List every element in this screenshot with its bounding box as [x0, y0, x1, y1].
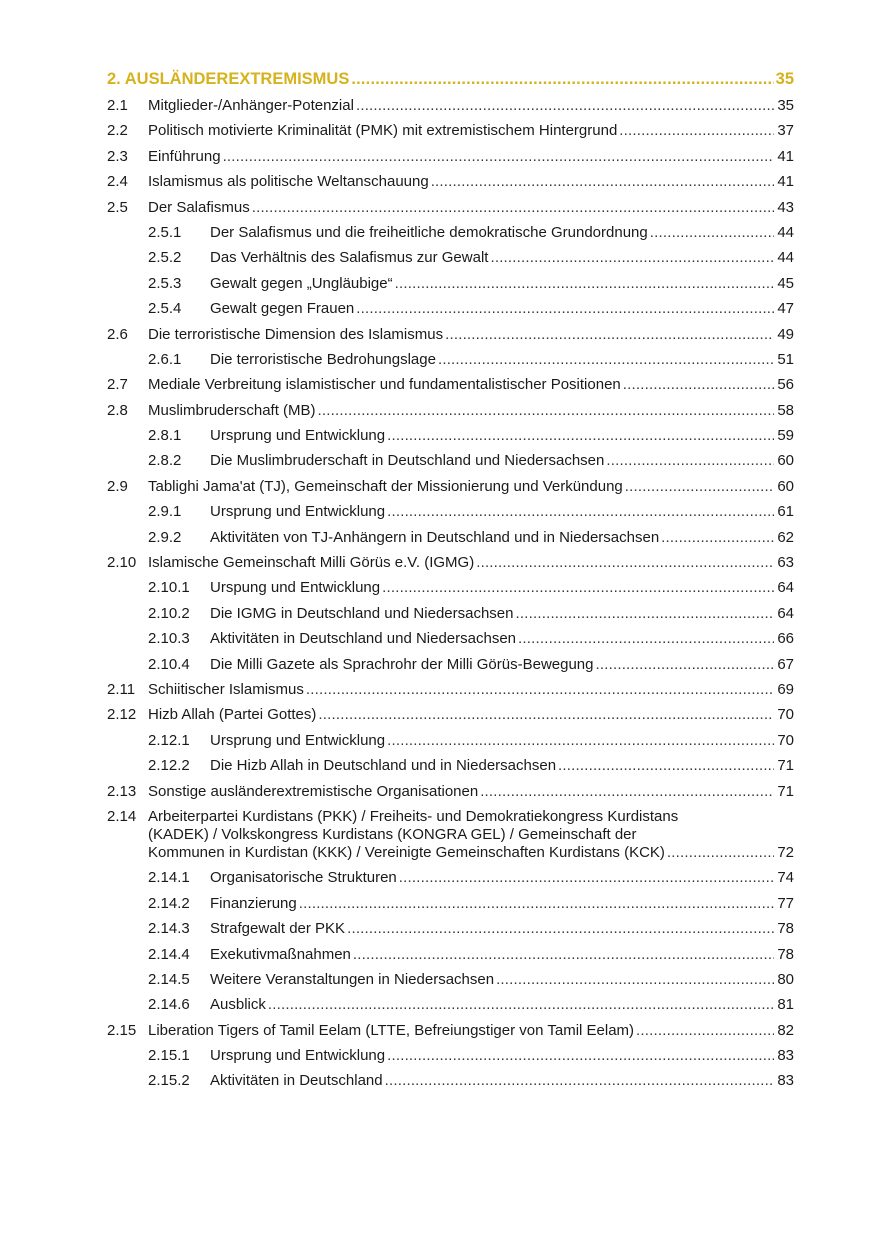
entry-page-number: 59: [777, 427, 794, 445]
entry-page-number: 71: [777, 757, 794, 775]
toc-entry[interactable]: [107, 148, 794, 166]
entry-title: Strafgewalt der PKK: [210, 920, 346, 938]
dot-leader: [347, 920, 774, 938]
toc-entry[interactable]: [107, 376, 794, 394]
dot-leader: [356, 300, 774, 318]
toc-entry[interactable]: [107, 579, 794, 597]
toc-entry[interactable]: [107, 1022, 794, 1040]
toc-entry[interactable]: [107, 732, 794, 750]
toc-entry[interactable]: [107, 808, 794, 862]
entry-number: 2.15.2: [148, 1072, 190, 1090]
entry-title: Muslimbruderschaft (MB): [148, 401, 316, 419]
toc-entry[interactable]: [107, 996, 794, 1014]
chapter-heading[interactable]: [107, 70, 794, 94]
entry-title-line: Kommunen in Kurdistan (KKK) / Vereinigte Gemeinschaften Kurdistans (KCK): [148, 843, 665, 861]
entry-number: 2.10.2: [148, 604, 190, 622]
entry-page-number: 41: [777, 147, 794, 165]
entry-title: Der Salafismus und die freiheitliche demokratische Grundordnung: [210, 223, 648, 241]
toc-entry[interactable]: [107, 706, 794, 724]
toc-entry[interactable]: [107, 199, 794, 217]
dot-leader: [636, 1022, 774, 1040]
entry-title: Organisatorische Strukturen: [210, 869, 397, 887]
toc-entry[interactable]: [107, 869, 794, 887]
dot-leader: [306, 681, 774, 699]
entry-page-number: 83: [777, 1047, 794, 1065]
entry-number: 2.9.1: [148, 503, 182, 521]
entry-number: 2.12.1: [148, 731, 190, 749]
entry-page-number: 43: [777, 198, 794, 216]
entry-number: 2.8.2: [148, 452, 182, 470]
toc-entry[interactable]: [107, 529, 794, 547]
entry-title-line: Arbeiterpartei Kurdistans (PKK) / Freiheits- und Demokratiekongress Kurdistans: [148, 807, 679, 825]
dot-leader: [387, 732, 774, 750]
dot-leader: [399, 869, 774, 887]
dot-leader: [490, 249, 774, 267]
entry-number: 2.10.4: [148, 655, 190, 673]
entry-page-number: 56: [777, 376, 794, 394]
entry-page-number: 47: [777, 300, 794, 318]
entry-page-number: 60: [777, 477, 794, 495]
entry-number: 2.9.2: [148, 528, 182, 546]
entry-page-number: 64: [777, 604, 794, 622]
dot-leader: [387, 1047, 774, 1065]
dot-leader: [387, 503, 774, 521]
entry-number: 2.3: [107, 147, 128, 165]
dot-leader: [387, 427, 774, 445]
entry-page-number: 45: [777, 274, 794, 292]
entry-title: Islamismus als politische Weltanschauung: [148, 173, 429, 191]
entry-page-number: 71: [777, 782, 794, 800]
entry-number: 2.14.2: [148, 894, 190, 912]
toc-entry[interactable]: [107, 630, 794, 648]
entry-title: Aktivitäten in Deutschland: [210, 1072, 383, 1090]
dot-leader: [619, 122, 774, 140]
entry-page-number: 64: [777, 579, 794, 597]
entry-title: Ausblick: [210, 996, 266, 1014]
toc-entry[interactable]: [107, 300, 794, 318]
entry-title: Die Hizb Allah in Deutschland und in Niedersachsen: [210, 757, 557, 775]
chapter-page-number: 35: [775, 70, 794, 88]
entry-page-number: 78: [777, 920, 794, 938]
entry-title: Islamische Gemeinschaft Milli Görüs e.V. (IGMG): [148, 554, 475, 572]
entry-page-number: 44: [777, 249, 794, 267]
entry-title: Tablighi Jama'at (TJ), Gemeinschaft der Missionierung und Verkündung: [148, 477, 623, 495]
toc-entry[interactable]: [107, 920, 794, 938]
entry-page-number: 58: [777, 401, 794, 419]
entry-number: 2.14.4: [148, 945, 190, 963]
entry-number: 2.1: [107, 97, 128, 114]
entry-number: 2.15.1: [148, 1047, 190, 1065]
toc-entry[interactable]: [107, 97, 794, 115]
entry-page-number: 72: [777, 843, 794, 861]
entry-page-number: 70: [777, 706, 794, 724]
entry-title: Gewalt gegen Frauen: [210, 300, 355, 318]
chapter-title: 2. AUSLÄNDEREXTREMISMUS: [107, 70, 350, 88]
entry-number: 2.15: [107, 1021, 137, 1039]
entry-number: 2.10: [107, 554, 137, 572]
entry-number: 2.8: [107, 401, 128, 419]
entry-title: Der Salafismus: [148, 198, 250, 216]
entry-title: Gewalt gegen „Ungläubige“: [210, 274, 393, 292]
dot-leader: [438, 351, 774, 369]
entry-page-number: 66: [777, 630, 794, 648]
entry-number: 2.2: [107, 122, 128, 140]
toc-entry[interactable]: [107, 605, 794, 623]
entry-title: Aktivitäten in Deutschland und Niedersachsen: [210, 630, 517, 648]
dot-leader: [268, 996, 774, 1014]
dot-leader: [223, 148, 774, 166]
toc-entry[interactable]: [107, 895, 794, 913]
entry-number: 2.11: [107, 680, 136, 698]
entry-title: Die IGMG in Deutschland und Niedersachsen: [210, 604, 514, 622]
toc-entry[interactable]: [107, 554, 794, 572]
entry-title: Hizb Allah (Partei Gottes): [148, 706, 317, 724]
entry-number: 2.5: [107, 198, 128, 216]
entry-page-number: 69: [777, 680, 794, 698]
entry-number: 2.14.3: [148, 920, 190, 938]
entry-page-number: 37: [777, 122, 794, 140]
toc-entry[interactable]: [107, 1047, 794, 1065]
dot-leader: [625, 478, 774, 496]
dot-leader: [518, 630, 774, 648]
entry-page-number: 63: [777, 554, 794, 572]
entry-number: 2.9: [107, 477, 128, 495]
dot-leader: [353, 946, 774, 964]
toc-entry[interactable]: [107, 971, 794, 989]
entry-number: 2.14.6: [148, 996, 190, 1014]
entry-page-number: 81: [777, 996, 794, 1014]
toc-entry[interactable]: [107, 351, 794, 369]
dot-leader: [356, 97, 774, 115]
dot-leader: [661, 529, 774, 547]
entry-number: 2.6.1: [148, 350, 182, 368]
entry-title: Ursprung und Entwicklung: [210, 427, 386, 445]
toc-entry[interactable]: [107, 503, 794, 521]
dot-leader: [650, 224, 774, 242]
dot-leader: [496, 971, 774, 989]
toc-entry[interactable]: [107, 757, 794, 775]
entry-page-number: 35: [777, 97, 794, 114]
dot-leader: [318, 402, 774, 420]
entry-title: Mediale Verbreitung islamistischer und fundamentalistischer Positionen: [148, 376, 621, 394]
entry-page-number: 44: [777, 223, 794, 241]
toc-entry[interactable]: [107, 656, 794, 674]
entry-number: 2.8.1: [148, 427, 182, 445]
toc-entry[interactable]: [107, 946, 794, 964]
entry-title: Politisch motivierte Kriminalität (PMK) mit extremistischem Hintergrund: [148, 122, 618, 140]
entry-number: 2.5.2: [148, 249, 182, 267]
table-of-contents: [107, 70, 794, 1098]
entry-title: Sonstige ausländerextremistische Organisationen: [148, 782, 479, 800]
entry-title-line: (KADEK) / Volkskongress Kurdistans (KONGRA GEL) / Gemeinschaft der: [148, 825, 637, 843]
entry-title: Schiitischer Islamismus: [148, 680, 304, 698]
entry-page-number: 77: [777, 894, 794, 912]
dot-leader: [445, 326, 774, 344]
entry-number: 2.14.5: [148, 970, 190, 988]
dot-leader: [516, 605, 775, 623]
toc-entry[interactable]: [107, 1072, 794, 1090]
entry-number: 2.6: [107, 325, 128, 343]
toc-entry[interactable]: [107, 402, 794, 420]
entry-page-number: 62: [777, 528, 794, 546]
toc-entry[interactable]: [107, 326, 794, 344]
dot-leader: [252, 199, 774, 217]
entry-title: Liberation Tigers of Tamil Eelam (LTTE, Befreiungstiger von Tamil Eelam): [148, 1021, 635, 1039]
entry-title: Die terroristische Dimension des Islamismus: [148, 325, 444, 343]
entry-number: 2.5.4: [148, 300, 182, 318]
entry-title: Die Milli Gazete als Sprachrohr der Milli Görüs-Bewegung: [210, 655, 594, 673]
entry-number: 2.10.3: [148, 630, 190, 648]
dot-leader: [558, 757, 774, 775]
dot-leader: [431, 173, 774, 191]
dot-leader: [667, 844, 774, 862]
toc-entry[interactable]: [107, 249, 794, 267]
entry-page-number: 74: [777, 869, 794, 887]
toc-entry[interactable]: [107, 783, 794, 801]
entry-title: Exekutivmaßnahmen: [210, 945, 351, 963]
entry-number: 2.10.1: [148, 579, 190, 597]
toc-entry[interactable]: [107, 452, 794, 470]
dot-leader: [606, 452, 774, 470]
entry-title: Ursprung und Entwicklung: [210, 503, 386, 521]
entry-number: 2.5.3: [148, 274, 182, 292]
toc-entry[interactable]: [107, 275, 794, 293]
dot-leader: [623, 376, 774, 394]
dot-leader: [595, 656, 774, 674]
entry-page-number: 49: [777, 325, 794, 343]
entry-title: Aktivitäten von TJ-Anhängern in Deutschland und in Niedersachsen: [210, 528, 660, 546]
dot-leader: [382, 579, 774, 597]
toc-entry[interactable]: [107, 173, 794, 191]
entry-page-number: 82: [777, 1021, 794, 1039]
toc-entry[interactable]: [107, 224, 794, 242]
entry-title: Ursprung und Entwicklung: [210, 731, 386, 749]
entry-page-number: 60: [777, 452, 794, 470]
entry-page-number: 41: [777, 173, 794, 191]
toc-entry[interactable]: [107, 427, 794, 445]
dot-leader: [480, 783, 774, 801]
entry-number: 2.14.1: [148, 869, 190, 887]
entry-title: Einführung: [148, 147, 221, 165]
entry-page-number: 80: [777, 970, 794, 988]
entry-title: Das Verhältnis des Salafismus zur Gewalt: [210, 249, 489, 267]
toc-entry[interactable]: [107, 681, 794, 699]
dot-leader: [395, 275, 774, 293]
entry-page-number: 51: [777, 350, 794, 368]
entry-page-number: 78: [777, 945, 794, 963]
entry-title: Weitere Veranstaltungen in Niedersachsen: [210, 970, 495, 988]
dot-leader: [351, 70, 773, 89]
dot-leader: [318, 706, 774, 724]
entry-number: 2.13: [107, 782, 137, 800]
dot-leader: [476, 554, 774, 572]
entry-number: 2.12: [107, 706, 137, 724]
entry-title: Die Muslimbruderschaft in Deutschland und Niedersachsen: [210, 452, 605, 470]
entry-number: 2.12.2: [148, 757, 190, 775]
entry-page-number: 83: [777, 1072, 794, 1090]
toc-entries: [107, 97, 794, 1090]
entry-page-number: 70: [777, 731, 794, 749]
entry-number: 2.4: [107, 173, 128, 191]
entry-number: 2.7: [107, 376, 128, 394]
dot-leader: [385, 1072, 774, 1090]
entry-title: Urspung und Entwicklung: [210, 579, 381, 597]
entry-title: Ursprung und Entwicklung: [210, 1047, 386, 1065]
entry-number: 2.14: [107, 807, 137, 825]
entry-page-number: 61: [777, 503, 794, 521]
dot-leader: [299, 895, 774, 913]
entry-title: Finanzierung: [210, 894, 297, 912]
toc-entry[interactable]: [107, 478, 794, 496]
toc-entry[interactable]: [107, 122, 794, 140]
entry-title: Mitglieder-/Anhänger-Potenzial: [148, 97, 354, 114]
entry-title: Die terroristische Bedrohungslage: [210, 350, 436, 368]
entry-page-number: 67: [777, 655, 794, 673]
entry-number: 2.5.1: [148, 223, 182, 241]
